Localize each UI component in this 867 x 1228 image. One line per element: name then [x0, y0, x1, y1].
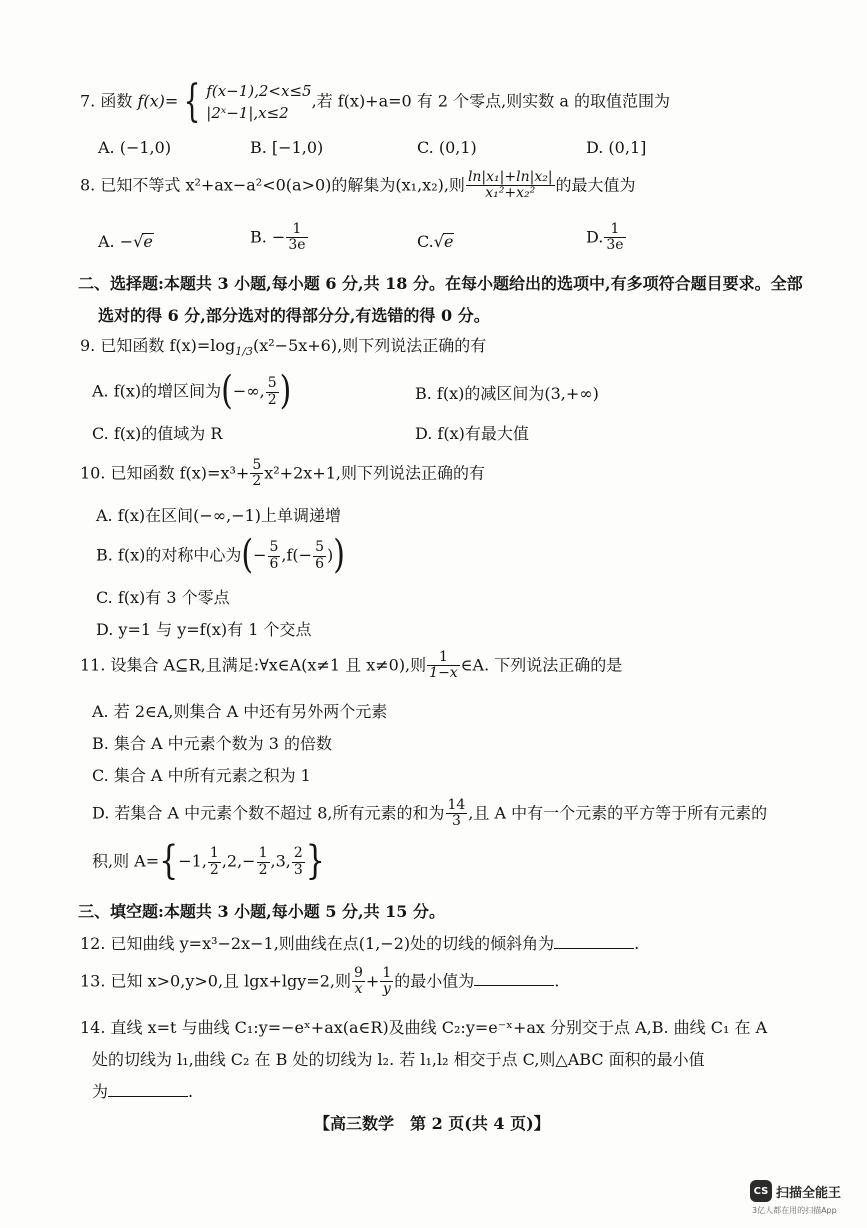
scanner-subtitle: 3亿人都在用的扫描App — [752, 1206, 837, 1215]
q8-option-b: B. − $\frac{1}{3e}$ — [250, 221, 306, 254]
q13-stem: 13. 已知 x>0,y>0,且 lgx+lgy=2,则 $\frac{9}{x}$ + $\frac{1}{y}$ 的最小值为 . — [80, 965, 560, 998]
q11-option-a: A. 若 2∈A,则集合 A 中还有另外两个元素 — [92, 702, 388, 721]
q10-option-d: D. y=1 与 y=f(x)有 1 个交点 — [96, 620, 312, 639]
q14-line2: 处的切线为 l₁,曲线 C₂ 在 B 处的切线为 l₂. 若 l₁,l₂ 相交于点 C,则△ABC 面积的最小值 — [92, 1050, 705, 1069]
q14-answer-blank[interactable] — [108, 1095, 188, 1097]
q11-option-c: C. 集合 A 中所有元素之积为 1 — [92, 766, 311, 785]
q9-option-a: A. f(x)的增区间为(−∞, $\frac{5}{2}$ ) — [92, 368, 292, 415]
q10-option-a: A. f(x)在区间(−∞,−1)上单调递增 — [96, 506, 342, 525]
q8-option-c: C.√e — [417, 232, 454, 251]
page-footer: 【高三数学 第 2 页(共 4 页)】 — [314, 1114, 550, 1133]
q11-stem: 11. 设集合 A⊆R,且满足:∀x∈A(x≠1 且 x≠0),则 $\frac{1}{1-x}$ ∈A. 下列说法正确的是 — [80, 649, 623, 682]
q10-stem: 10. 已知函数 f(x)=x³+ $\frac{5}{2}$ x²+2x+1,则下列说法正确的有 — [80, 457, 485, 490]
q8-suffix: 的最大值为 — [555, 175, 636, 195]
q9-log-base: 1/3 — [235, 345, 253, 359]
section2-heading-line1: 二、选择题:本题共 3 小题,每小题 6 分,共 18 分。在每小题给出的选项中,有多项符合题目要求。全部 — [78, 274, 803, 293]
q14-line1: 14. 直线 x=t 与曲线 C₁:y=−eˣ+ax(a∈R)及曲线 C₂:y=e⁻ˣ+ax 分别交于点 A,B. 曲线 C₁ 在 A — [80, 1018, 768, 1037]
q8-stem — [80, 170, 636, 202]
q11-option-d: D. 若集合 A 中元素个数不超过 8,所有元素的和为 $\frac{14}{3}$ ,且 A 中有一个元素的平方等于所有元素的 — [92, 797, 768, 830]
q9-stem: 9. 已知函数 $f(x)=\log_{1/3}(x^2-5x+6)$,则下列说法正确的有 — [80, 336, 487, 359]
scanner-title: 扫描全能王 — [776, 1185, 842, 1201]
q14-line3: 为 . — [92, 1082, 194, 1101]
q13-answer-blank[interactable] — [474, 984, 554, 986]
q7-stem — [80, 76, 670, 127]
q10-option-c: C. f(x)有 3 个零点 — [96, 588, 230, 607]
q8-fraction: $\frac{\text{ln|x₁|+ln|x₂|}}{\text{x₁²+x₂²}}$ — [467, 169, 553, 202]
q10-option-b: B. f(x)的对称中心为(− $\frac{5}{6}$ ,f(− $\frac{5}{6}$ )) — [96, 532, 345, 579]
q7-option-d: D. (0,1] — [586, 138, 647, 157]
q8-option-d: D. $\frac{1}{3e}$ — [586, 221, 624, 254]
q7-cases — [206, 80, 311, 124]
q7-case1: f(x−1),2<x≤5 — [206, 82, 312, 100]
q7-suffix: ,若 f(x)+a=0 有 2 个零点,则实数 a 的取值范围为 — [311, 91, 670, 111]
section2-heading-line2: 选对的得 6 分,部分选对的得部分分,有选错的得 0 分。 — [98, 306, 490, 325]
q7-option-a: A. (−1,0) — [98, 138, 172, 157]
q11-option-b: B. 集合 A 中元素个数为 3 的倍数 — [92, 734, 333, 753]
q7-brace: { — [183, 76, 201, 127]
section3-heading: 三、填空题:本题共 3 小题,每小题 5 分,共 15 分。 — [78, 902, 446, 921]
q8-prefix: 8. 已知不等式 x²+ax−a²<0(a>0)的解集为(x₁,x₂),则 — [80, 175, 465, 195]
q7-option-b: B. [−1,0) — [250, 138, 324, 157]
scanner-watermark — [750, 1180, 841, 1202]
q12-stem: 12. 已知曲线 y=x³−2x−1,则曲线在点(1,−2)处的切线的倾斜角为 . — [80, 934, 640, 953]
q7-case2: |2ˣ−1|,x≤2 — [206, 104, 289, 122]
q8-option-a: A. −√e — [98, 232, 153, 251]
camscanner-logo-icon: CS — [750, 1180, 772, 1202]
q9-option-b: B. f(x)的减区间为(3,+∞) — [415, 384, 599, 403]
q7-option-c: C. (0,1) — [417, 138, 477, 157]
q12-answer-blank[interactable] — [554, 947, 634, 949]
q7-function: f(x)= — [137, 91, 179, 111]
q9-option-d: D. f(x)有最大值 — [415, 424, 529, 443]
q9-option-c: C. f(x)的值域为 R — [92, 424, 223, 443]
q7-prefix: 7. 函数 — [80, 91, 138, 111]
q11-option-d-cont: 积,则 A={−1, $\frac{1}{2}$ ,2,− $\frac{1}{2}$ ,3, $\frac{2}{3}$ } — [92, 838, 325, 885]
